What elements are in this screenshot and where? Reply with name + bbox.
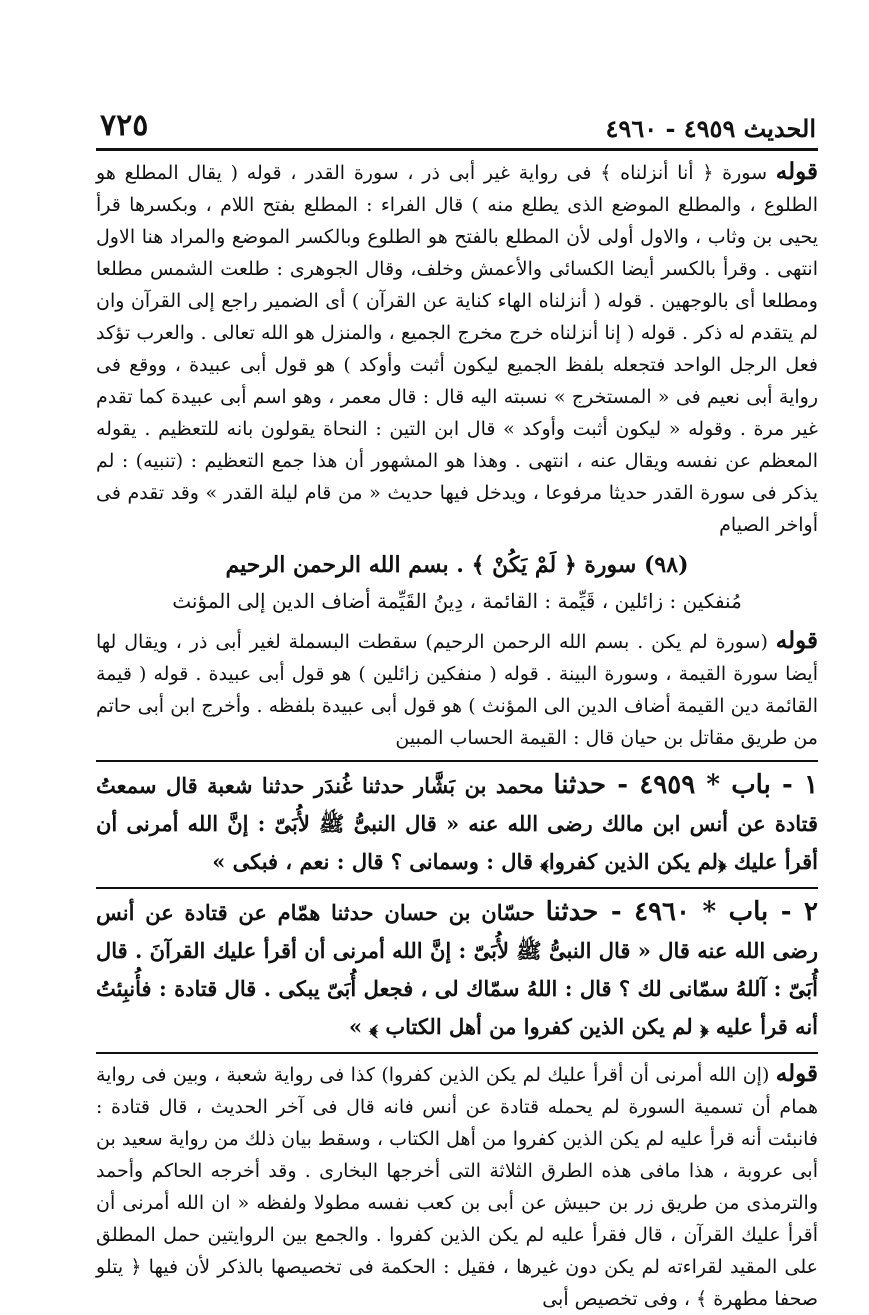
paragraph-text: (إن الله أمرنى أن أقرأ عليك لم يكن الذين كفروا) كذا فى رواية شعبة ، وبين فى رواية همام أن تسمية السورة لم يحمله قتادة عن أنس فانه قال فى آخر الحديث ، قال قتادة : فانبئت أنه قرأ عليه لم يكن الذين كفروا من أهل الكتاب ، وسقط بيان ذلك من رواية سعيد بن أبى عروبة ، هذا مافى هذه الطرق الثلاثة التى أخرجها البخارى . وقد أخرجه الحاكم وأحمد والترمذى من طريق زر بن حبيش عن أبى بن كعب نفسه مطولا ولفظه « ان الله أمرنى أن أقرأ عليك القرآن ، قال فقرأ عليه لم يكن الذين كفروا . والجمع بين الروايتين حمل المطلق على المقيد لقراءته لم يكن دون غيرها ، فقيل : الحكمة فى تخصيصها بالذكر لأن فيها ﴿ يتلو صحفا مطهرة ﴾ ، وفى تخصيص أبى	[96, 1064, 818, 1310]
page-header	[96, 108, 818, 148]
section-rule	[96, 1052, 818, 1054]
qawluhu-keyword: قوله	[775, 627, 818, 654]
page-body	[96, 156, 818, 1315]
commentary-paragraph	[96, 156, 818, 541]
section-rule	[96, 760, 818, 762]
hadith-range: الحديث ٤٩٥٩ - ٤٩٦٠	[605, 114, 816, 143]
surah-definitions: مُنفكين : زائلين ، قَيِّمة : القائمة ، دِينُ القَيِّمة أضاف الدين إلى المؤنث	[172, 589, 742, 613]
qawluhu-keyword: قوله	[775, 1060, 818, 1087]
page-number: ٧٢٥	[100, 108, 149, 143]
commentary-paragraph	[96, 625, 818, 754]
commentary-paragraph	[96, 1058, 818, 1315]
hadith-label: ٢ - باب * ٤٩٦٠ - حدثنا	[545, 897, 818, 927]
paragraph-text: (سورة لم يكن . بسم الله الرحمن الرحيم) سقطت البسملة لغير أبى ذر ، ويقال لها أيضا سورة القيمة ، وسورة البينة . قوله ( منفكين زائلين ) هو قول أبى عبيدة . قوله ( قيمة القائمة دين القيمة أضاف الدين الى المؤنث ) هو قول أبى عبيدة بلفظه . وأخرج ابن أبى حاتم من طريق مقاتل بن حيان قال : القيمة الحساب المبين	[96, 631, 818, 749]
hadith-text: محمد بن بَشَّار حدثنا غُندَر حدثنا شعبة قال سمعتُ قتادة عن أنس ابن مالك رضى الله عنه « قال النبىُّ ﷺ لأُبَىّ : إنَّ الله أمرنى أن أقرأ عليك ﴿لم يكن الذين كفروا﴾ قال : وسمانى ؟ قال : نعم ، فبكى »	[96, 773, 818, 874]
qawluhu-keyword: قوله	[775, 158, 818, 185]
hadith-label: ١ - باب * ٤٩٥٩ - حدثنا	[553, 770, 819, 800]
hadith-text: حسّان بن حسان حدثنا همّام عن قتادة عن أنس رضى الله عنه قال « قال النبىُّ ﷺ لأُبَىّ : إنَّ الله أمرنى أن أقرأ عليك القرآنَ . قال أُبَىّ : آللهُ سمّانى لك ؟ قال : اللهُ سمّاك لى ، فجعل أُبَىّ يبكى . قال قتادة : فأُنبِئتُ أنه قرأ عليه ﴿ لم يكن الذين كفروا من أهل الكتاب ﴾ »	[96, 900, 818, 1039]
section-rule	[96, 887, 818, 889]
hadith-entry	[96, 893, 818, 1046]
document-page	[96, 108, 819, 1310]
header-rule	[96, 148, 818, 151]
paragraph-text: سورة ﴿ أنا أنزلناه ﴾ فى رواية غير أبى ذر ، سورة القدر ، قوله ( يقال المطلع هو الطلوع ، والمطلع الموضع الذى يطلع منه ) قال الفراء : المطلع بفتح اللام ، وبكسرها قرأ يحيى بن وثاب ، والاول أولى لأن المطلع بالفتح هو الطلوع وبالكسر الموضع والمراد هنا الاول انتهى . وقرأ بالكسر أيضا الكسائى والأعمش وخلف، وقال الجوهرى : طلعت الشمس مطلعا ومطلعا أى بالوجهين . قوله ( أنزلناه الهاء كناية عن القرآن ) أى الضمير راجع إلى القرآن وان لم يتقدم له ذكر . قوله ( إنا أنزلناه خرج مخرج الجميع ، والمنزل هو الله تعالى . والعرب تؤكد فعل الرجل الواحد فتجعله بلفظ الجميع ليكون أثبت وأوكد ) هو قول أبى عبيدة ، ووقع فى رواية أبى نعيم فى « المستخرج » نسبته اليه قال : قال معمر ، وهو اسم أبى عبيدة كما تقدم غير مرة . وقوله « ليكون أثبت وأوكد » قال ابن التين : النحاة يقولون بانه للتعظيم . يقوله المعظم عن نفسه ويقال عنه ، انتهى . وهذا هو المشهور أن هذا جمع التعظيم : (تنبيه) : لم يذكر فى سورة القدر حديثا مرفوعا ، ويدخل فيها حديث « من قام ليلة القدر » وقد تقدم فى أواخر الصيام	[96, 162, 818, 536]
surah-title: (٩٨) سورة ﴿ لَمْ يَكُنْ ﴾ . بسم الله الرحمن الرحيم	[225, 552, 689, 578]
hadith-entry	[96, 766, 818, 881]
